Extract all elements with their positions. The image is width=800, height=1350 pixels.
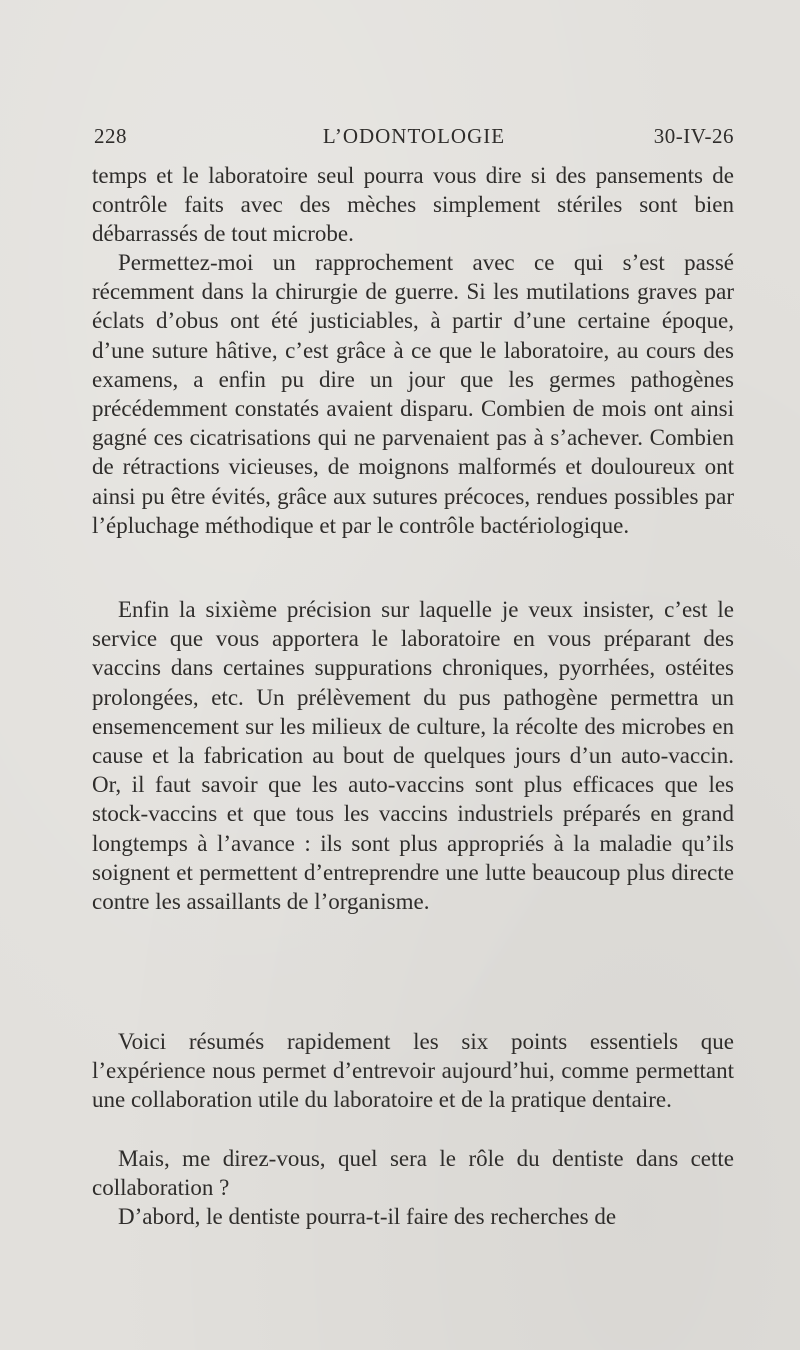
running-header bbox=[94, 124, 734, 152]
paragraph-war-surgery: Permettez-moi un rapprochement avec ce qui s’est passé récemment dans la chirurgie de guerre. Si les mutilations graves par éclats d’obus ont été justiciables, à partir d’une certaine époque, d’une suture hâtive, c’est grâce à ce que le laboratoire, au cours des examens, a enfin pu dire un jour que les germes pathogènes précédemment constatés avaient disparu. Combien de mois ont ainsi gagné ces cicatrisations qui ne parvenaient pas à s’achever. Combien de rétractions vicieuses, de moignons malformés et douloureux ont ainsi pu être évités, grâce aux sutures précoces, rendues possibles par l’épluchage méthodique et par le contrôle bactériologique. bbox=[92, 250, 734, 538]
issue-date: 30-IV-26 bbox=[653, 124, 734, 148]
page-number: 228 bbox=[94, 124, 127, 148]
paragraph-sixth-point: Enfin la sixième précision sur laquelle je veux insister, c’est le service que vous apportera le laboratoire en vous préparant des vaccins dans certaines suppurations chroniques, pyorrhées, ostéites prolongées, etc. Un prélèvement du pus pathogène permettra un ensemencement sur les milieux de culture, la récolte des microbes en cause et la fabrication au bout de quelques jours d’un auto-vaccin. Or, il faut savoir que les auto-vaccins sont plus efficaces que les stock-vaccins et que tous les vaccins industriels préparés en grand longtemps à l’avance : ils sont plus appropriés à la maladie qu’ils soignent et permettent d’entreprendre une lutte beaucoup plus directe contre les assaillants de l’organisme. bbox=[92, 597, 734, 915]
paragraph-question: Mais, me direz-vous, quel sera le rôle du dentiste dans cette collaboration ? bbox=[92, 1146, 734, 1201]
paragraph-first-answer: D’abord, le dentiste pourra-t-il faire des recherches de bbox=[118, 1204, 617, 1229]
paragraph-continuation: temps et le laboratoire seul pourra vous dire si des pansements de contrôle faits avec des mèches simplement stériles sont bien débarrassés de tout microbe. bbox=[92, 163, 734, 247]
running-title: L’ODONTOLOGIE bbox=[322, 124, 506, 148]
paragraph-summary: Voici résumés rapidement les six points essentiels que l’expérience nous permet d’entrevoir aujourd’hui, comme permettant une collaboration utile du laboratoire et de la pratique dentaire. bbox=[92, 1029, 734, 1113]
